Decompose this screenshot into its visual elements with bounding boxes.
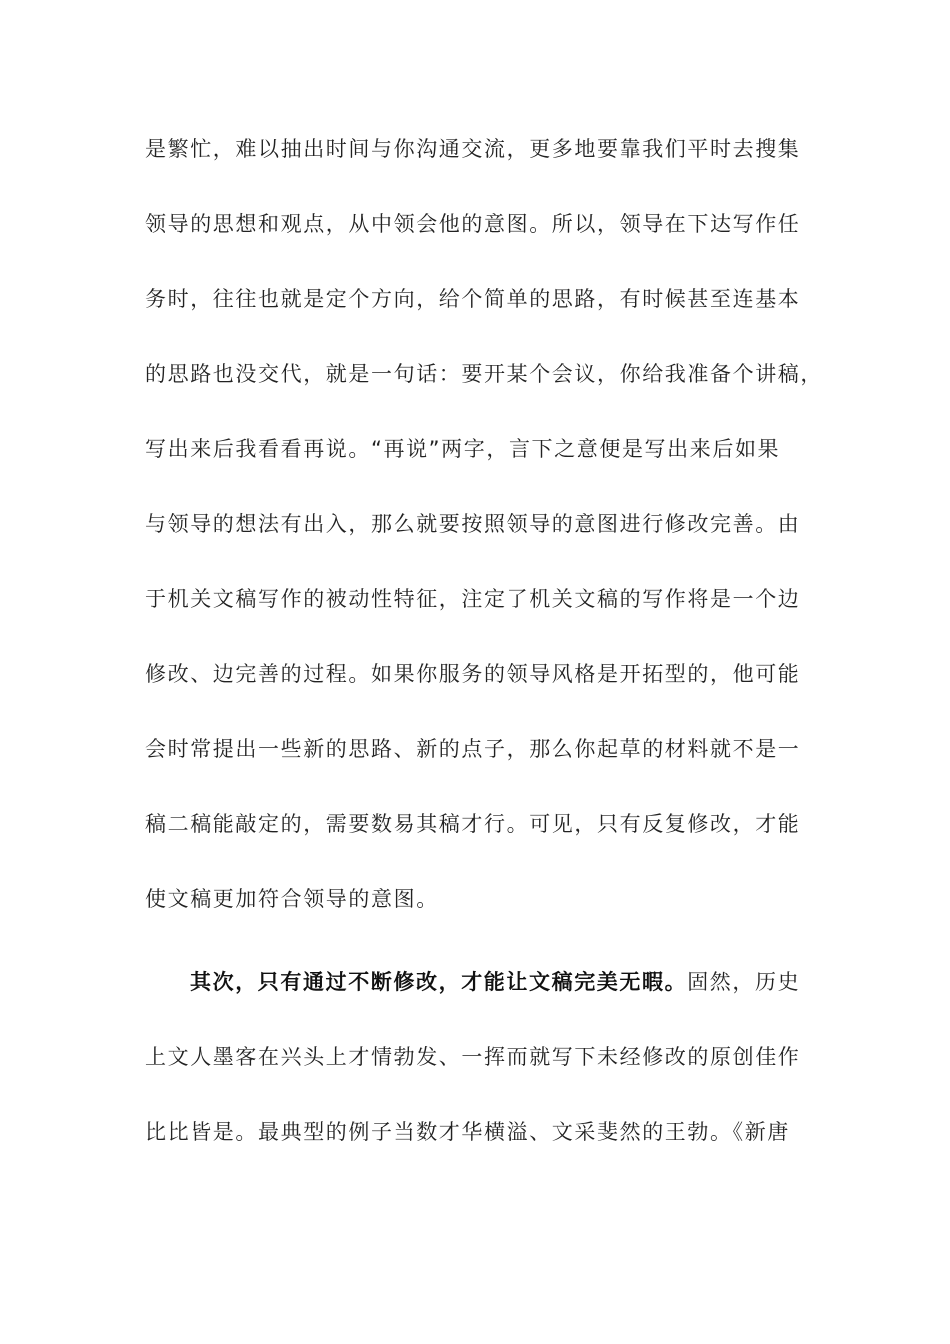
text-line: 与领导的想法有出入，那么就要按照领导的意图进行修改完善。由 (145, 512, 801, 536)
heading-continuation: 固然，历史 (687, 970, 801, 994)
text-line: 是繁忙，难以抽出时间与你沟通交流，更多地要靠我们平时去搜集 (145, 137, 801, 161)
text-line: 的思路也没交代，就是一句话：要开某个会议，你给我准备个讲稿， (145, 362, 823, 386)
text-line: 比比皆是。最典型的例子当数才华横溢、文采斐然的王勃。《新唐 (145, 1120, 790, 1144)
bold-heading: 其次，只有通过不断修改，才能让文稿完美无暇。 (190, 970, 688, 994)
text-line: 领导的思想和观点，从中领会他的意图。所以，领导在下达写作任 (145, 212, 801, 236)
text-line: 上文人墨客在兴头上才情勃发、一挥而就写下未经修改的原创佳作 (145, 1045, 801, 1069)
text-line: 于机关文稿写作的被动性特征，注定了机关文稿的写作将是一个边 (145, 587, 801, 611)
text-line: 务时，往往也就是定个方向，给个简单的思路，有时候甚至连基本 (145, 287, 801, 311)
paragraph-heading-line (190, 967, 805, 997)
text-line: 修改、边完善的过程。如果你服务的领导风格是开拓型的，他可能 (145, 662, 801, 686)
text-line: 写出来后我看看再说。“再说”两字，言下之意便是写出来后如果 (145, 437, 781, 461)
text-line: 使文稿更加符合领导的意图。 (145, 887, 439, 911)
text-line: 会时常提出一些新的思路、新的点子，那么你起草的材料就不是一 (145, 737, 801, 761)
text-line: 稿二稿能敲定的，需要数易其稿才行。可见，只有反复修改，才能 (145, 812, 801, 836)
